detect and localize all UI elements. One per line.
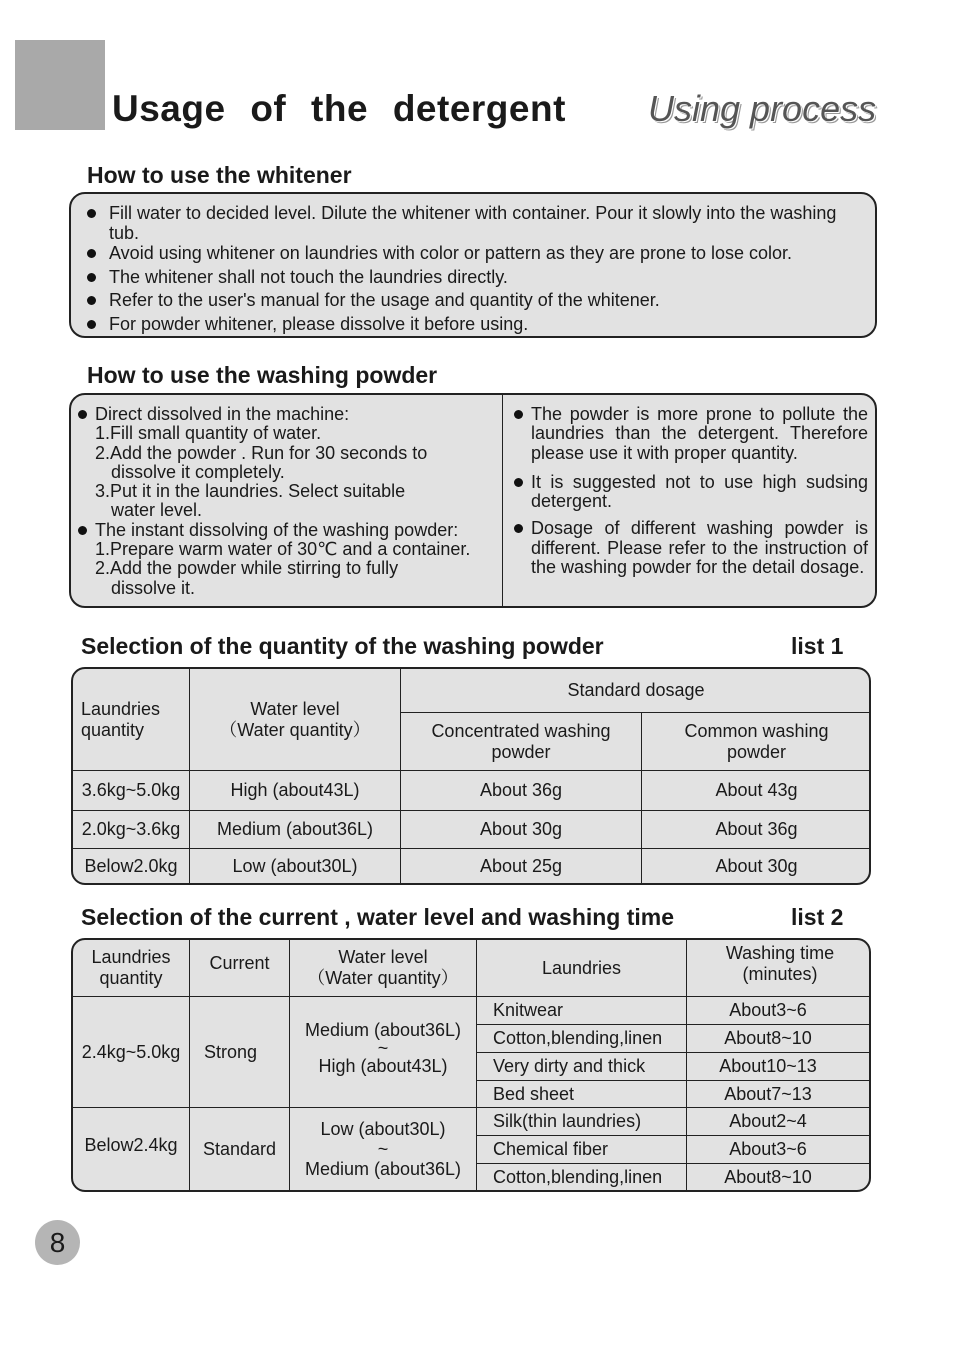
list2-heading: Selection of the current , water level and washing time (81, 904, 675, 930)
powder-box (69, 393, 877, 608)
cell-laundry: Bed sheet (493, 1083, 575, 1104)
cell-water: Medium (about36L) (216, 819, 374, 839)
powder-heading: How to use the washing powder (87, 362, 438, 388)
header-common: Common washing powder (684, 720, 829, 762)
cell-time: About10~13 (719, 1056, 817, 1076)
cell-concentrated: About 36g (479, 780, 563, 800)
cell-concentrated: About 30g (479, 819, 563, 839)
powder-step: dissolve it completely. (111, 461, 285, 482)
powder-left-bullet: Direct dissolved in the machine: (77, 405, 497, 424)
powder-step: dissolve it. (111, 577, 196, 598)
list2-tag: list 2 (791, 904, 844, 930)
cell-time: About8~10 (724, 1028, 812, 1048)
cell-current: Standard (202, 1138, 277, 1159)
cell-time: About3~6 (729, 1139, 807, 1159)
whitener-list (81, 203, 861, 334)
whitener-item: Avoid using whitener on laundries with color or pattern as they are prone to lose color. (81, 243, 861, 263)
whitener-item: The whitener shall not touch the laundries directly. (81, 267, 861, 287)
cell-laundry: Knitwear (493, 1000, 564, 1020)
header-washing-time: Washing time (minutes) (725, 943, 835, 984)
powder-step: 1.Fill small quantity of water. (95, 423, 322, 444)
header-laundries-quantity: Laundries quantity (81, 698, 161, 740)
cell-quantity: Below2.0kg (84, 855, 178, 876)
cell-water: Low (about30L) ~ Medium (about36L) (304, 1119, 462, 1179)
cell-water: Low (about30L) (232, 855, 358, 876)
powder-right-bullet: It is suggested not to use high sudsing detergent. (513, 473, 868, 512)
cell-common: About 36g (715, 819, 798, 839)
list2-table (71, 938, 871, 1192)
whitener-box (69, 192, 877, 338)
powder-step: 2.Add the powder while stirring to fully (95, 558, 399, 579)
cell-quantity: 3.6kg~5.0kg (81, 780, 181, 800)
cell-laundry: Silk(thin laundries) (493, 1111, 642, 1131)
powder-step: 2.Add the powder . Run for 30 seconds to (95, 442, 428, 463)
cell-time: About3~6 (729, 1000, 807, 1020)
cell-laundry: Cotton,blending,linen (493, 1028, 663, 1048)
header-standard-dosage: Standard dosage (567, 680, 705, 700)
cell-laundry: Very dirty and thick (493, 1056, 646, 1076)
cell-quantity: Below2.4kg (84, 1134, 178, 1155)
cell-time: About8~10 (724, 1166, 812, 1187)
cell-time: About2~4 (729, 1111, 807, 1131)
cell-common: About 30g (715, 855, 798, 876)
cell-current: Strong (204, 1041, 258, 1062)
header-current: Current (209, 952, 270, 973)
whitener-heading: How to use the whitener (87, 162, 352, 188)
header-water-level: Water level （Water quantity） (307, 947, 459, 988)
cell-common: About 43g (715, 780, 798, 800)
powder-divider (502, 395, 503, 606)
whitener-item: Fill water to decided level. Dilute the whitener with container. Pour it slowly into the washing tub. (81, 203, 861, 243)
powder-step: 3.Put it in the laundries. Select suitable (95, 481, 406, 502)
page-title: Usage of the detergent (112, 88, 566, 129)
header-water-level: Water level （Water quantity） (219, 698, 371, 740)
whitener-item: Refer to the user's manual for the usage and quantity of the whitener. (81, 290, 861, 310)
powder-right-bullet: The powder is more prone to pollute the laundries than the detergent. Therefore please use it with proper quantity. (513, 405, 868, 463)
cell-time: About7~13 (724, 1083, 812, 1104)
list1-table (71, 667, 871, 885)
list1-heading: Selection of the quantity of the washing powder (81, 633, 604, 659)
powder-right-column (513, 405, 868, 577)
whitener-item: For powder whitener, please dissolve it before using. (81, 314, 861, 334)
header-laundries-quantity: Laundries quantity (91, 947, 171, 988)
powder-step: water level. (111, 500, 203, 521)
cell-quantity: 2.4kg~5.0kg (81, 1041, 181, 1062)
cell-water: High (about43L) (230, 780, 360, 800)
powder-left-bullet: The instant dissolving of the washing powder: (77, 521, 497, 540)
header-laundries: Laundries (541, 957, 622, 978)
page-subtitle: Using process (648, 88, 877, 129)
cell-water: Medium (about36L) ~ High (about43L) (304, 1020, 462, 1076)
page-number: 8 (35, 1220, 80, 1265)
cell-laundry: Chemical fiber (493, 1139, 609, 1159)
powder-left-column (77, 405, 497, 598)
cell-concentrated: About 25g (479, 855, 563, 876)
list1-tag: list 1 (791, 633, 844, 659)
header-concentrated: Concentrated washing powder (431, 720, 611, 762)
header-gray-block (15, 40, 105, 130)
cell-quantity: 2.0kg~3.6kg (81, 819, 181, 839)
cell-laundry: Cotton,blending,linen (493, 1166, 663, 1187)
powder-step: 1.Prepare warm water of 30℃ and a container. (95, 539, 471, 560)
powder-right-bullet: Dosage of different washing powder is different. Please refer to the instruction of the washing powder for the detail dosage. (513, 519, 868, 577)
